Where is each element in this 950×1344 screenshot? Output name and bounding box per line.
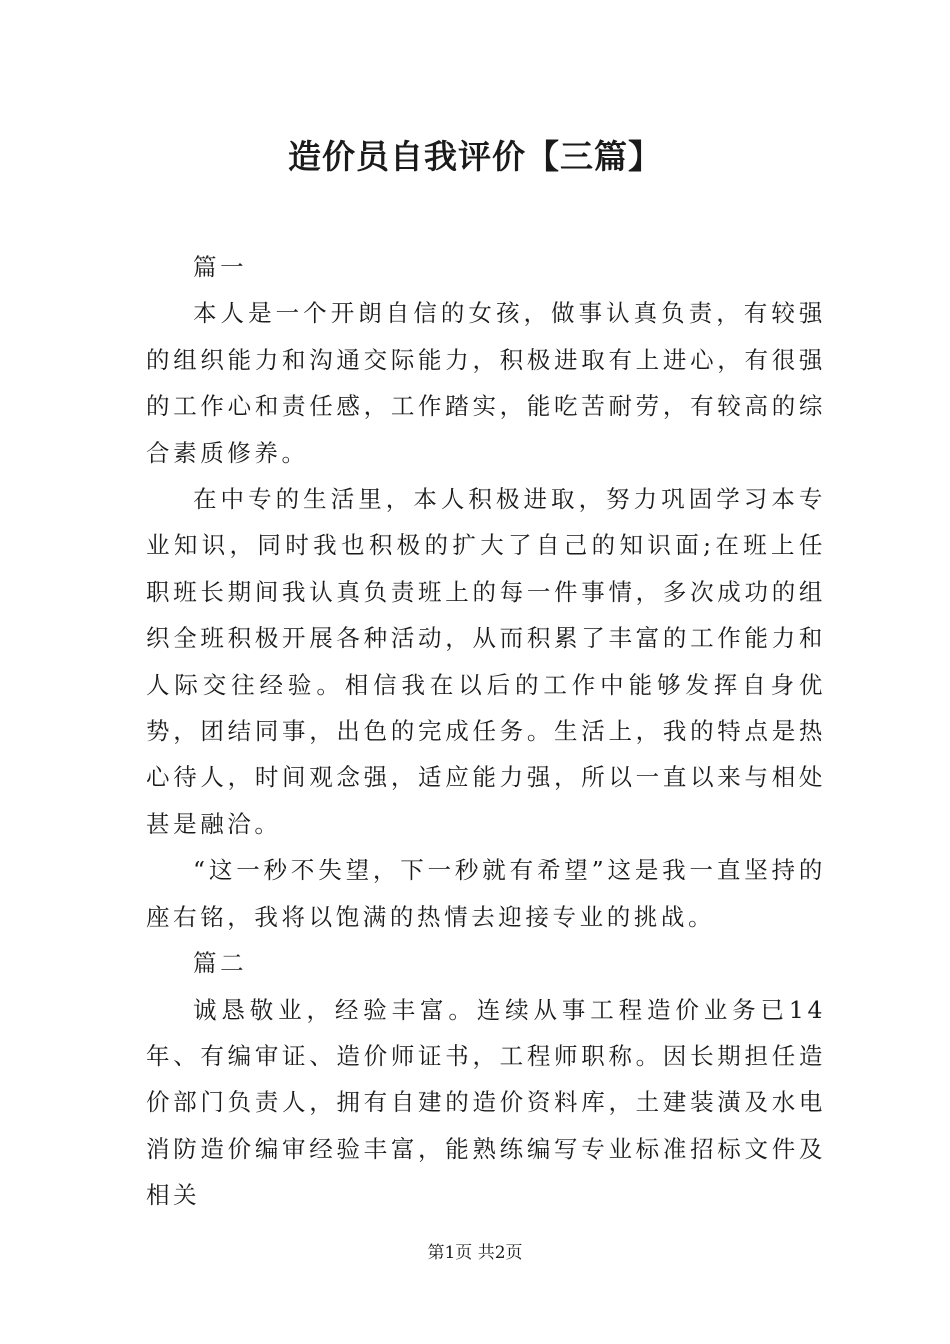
section-heading: 篇一: [193, 253, 248, 281]
document-title: 造价员自我评价【三篇】: [288, 137, 662, 176]
page-footer: 第1页 共2页: [427, 1243, 523, 1263]
paragraph: 诚恳敬业，经验丰富。连续从事工程造价业务已14年、有编审证、造价师证书，工程师职称。因长期担任造价部门负责人，拥有自建的造价资料库，土建装潢及水电消防造价编审经验丰富，能熟练编写专业标准招标文件及相关: [146, 995, 826, 1210]
paragraph: “这一秒不失望，下一秒就有希望”这是我一直坚持的座右铭，我将以饱满的热情去迎接专业的挑战。: [146, 856, 826, 931]
paragraph: 在中专的生活里，本人积极进取，努力巩固学习本专业知识，同时我也积极的扩大了自己的知识面;在班上任职班长期间我认真负责班上的每一件事情，多次成功的组织全班积极开展各种活动，从而积累了丰富的工作能力和人际交往经验。相信我在以后的工作中能够发挥自身优势，团结同事，出色的完成任务。生活上，我的特点是热心待人，时间观念强，适应能力强，所以一直以来与相处甚是融洽。: [146, 485, 826, 838]
document-body: [146, 244, 826, 1219]
section-heading: 篇二: [193, 949, 248, 978]
paragraph: 本人是一个开朗自信的女孩，做事认真负责，有较强的组织能力和沟通交际能力，积极进取有上进心，有很强的工作心和责任感，工作踏实，能吃苦耐劳，有较高的综合素质修养。: [146, 299, 826, 467]
